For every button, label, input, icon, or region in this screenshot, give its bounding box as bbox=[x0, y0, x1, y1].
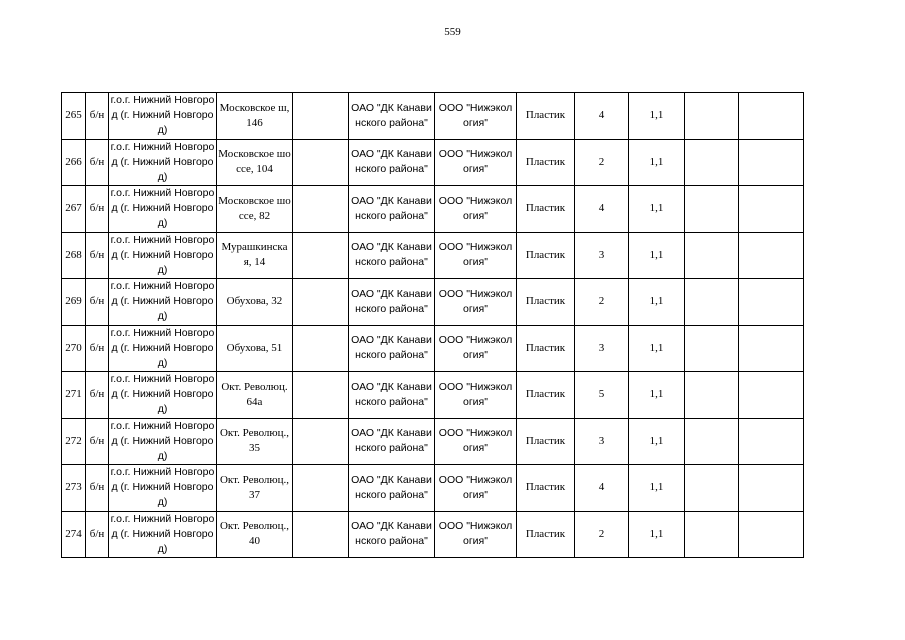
registry-body bbox=[62, 93, 804, 558]
material-cell: Пластик bbox=[517, 139, 575, 186]
address-cell: Окт. Революц. 64а bbox=[217, 372, 293, 419]
container-count-cell: 3 bbox=[575, 325, 629, 372]
container-volume-cell: 1,1 bbox=[629, 279, 685, 326]
row-number: 268 bbox=[62, 232, 86, 279]
empty-cell bbox=[739, 465, 804, 512]
table-row bbox=[62, 511, 804, 558]
page-number: 559 bbox=[444, 26, 461, 38]
container-count-cell: 2 bbox=[575, 139, 629, 186]
empty-cell bbox=[739, 93, 804, 140]
address-cell: Окт. Революц., 35 bbox=[217, 418, 293, 465]
cadastral-number: б/н bbox=[86, 279, 109, 326]
address-cell: Московское шоссе, 82 bbox=[217, 186, 293, 233]
empty-cell bbox=[685, 93, 739, 140]
container-volume-cell: 1,1 bbox=[629, 232, 685, 279]
cadastral-number: б/н bbox=[86, 139, 109, 186]
material-cell: Пластик bbox=[517, 511, 575, 558]
container-count-cell: 4 bbox=[575, 186, 629, 233]
row-number: 267 bbox=[62, 186, 86, 233]
address-cell: Московское шоссе, 104 bbox=[217, 139, 293, 186]
empty-cell bbox=[739, 186, 804, 233]
material-cell: Пластик bbox=[517, 418, 575, 465]
operator-cell: ООО "Нижэкология" bbox=[435, 279, 517, 326]
address-cell: Обухова, 51 bbox=[217, 325, 293, 372]
registry-table bbox=[61, 92, 804, 558]
empty-cell bbox=[685, 232, 739, 279]
container-volume-cell: 1,1 bbox=[629, 139, 685, 186]
container-count-cell: 2 bbox=[575, 511, 629, 558]
owner-cell: ОАО "ДК Канавинского района" bbox=[349, 139, 435, 186]
row-number: 272 bbox=[62, 418, 86, 465]
table-row bbox=[62, 232, 804, 279]
table-row bbox=[62, 465, 804, 512]
owner-cell: ОАО "ДК Канавинского района" bbox=[349, 418, 435, 465]
cadastral-number: б/н bbox=[86, 511, 109, 558]
operator-cell: ООО "Нижэкология" bbox=[435, 325, 517, 372]
empty-cell bbox=[739, 511, 804, 558]
row-number: 265 bbox=[62, 93, 86, 140]
operator-cell: ООО "Нижэкология" bbox=[435, 418, 517, 465]
operator-cell: ООО "Нижэкология" bbox=[435, 139, 517, 186]
container-count-cell: 4 bbox=[575, 93, 629, 140]
district-cell: г.о.г. Нижний Новгород (г. Нижний Новгород) bbox=[109, 186, 217, 233]
table-row bbox=[62, 325, 804, 372]
empty-cell bbox=[293, 139, 349, 186]
container-volume-cell: 1,1 bbox=[629, 465, 685, 512]
cadastral-number: б/н bbox=[86, 93, 109, 140]
owner-cell: ОАО "ДК Канавинского района" bbox=[349, 511, 435, 558]
cadastral-number: б/н bbox=[86, 372, 109, 419]
empty-cell bbox=[293, 465, 349, 512]
address-cell: Окт. Революц., 40 bbox=[217, 511, 293, 558]
empty-cell bbox=[739, 325, 804, 372]
cadastral-number: б/н bbox=[86, 465, 109, 512]
empty-cell bbox=[293, 372, 349, 419]
empty-cell bbox=[739, 232, 804, 279]
container-count-cell: 3 bbox=[575, 418, 629, 465]
owner-cell: ОАО "ДК Канавинского района" bbox=[349, 279, 435, 326]
empty-cell bbox=[685, 372, 739, 419]
container-volume-cell: 1,1 bbox=[629, 372, 685, 419]
operator-cell: ООО "Нижэкология" bbox=[435, 465, 517, 512]
district-cell: г.о.г. Нижний Новгород (г. Нижний Новгород) bbox=[109, 139, 217, 186]
table-row bbox=[62, 93, 804, 140]
operator-cell: ООО "Нижэкология" bbox=[435, 93, 517, 140]
table-row bbox=[62, 139, 804, 186]
district-cell: г.о.г. Нижний Новгород (г. Нижний Новгород) bbox=[109, 418, 217, 465]
row-number: 271 bbox=[62, 372, 86, 419]
row-number: 274 bbox=[62, 511, 86, 558]
address-cell: Обухова, 32 bbox=[217, 279, 293, 326]
operator-cell: ООО "Нижэкология" bbox=[435, 372, 517, 419]
container-volume-cell: 1,1 bbox=[629, 186, 685, 233]
material-cell: Пластик bbox=[517, 232, 575, 279]
empty-cell bbox=[739, 418, 804, 465]
container-volume-cell: 1,1 bbox=[629, 511, 685, 558]
container-count-cell: 4 bbox=[575, 465, 629, 512]
empty-cell bbox=[685, 186, 739, 233]
empty-cell bbox=[739, 139, 804, 186]
row-number: 273 bbox=[62, 465, 86, 512]
district-cell: г.о.г. Нижний Новгород (г. Нижний Новгород) bbox=[109, 93, 217, 140]
cadastral-number: б/н bbox=[86, 325, 109, 372]
owner-cell: ОАО "ДК Канавинского района" bbox=[349, 93, 435, 140]
table-row bbox=[62, 418, 804, 465]
table-row bbox=[62, 279, 804, 326]
empty-cell bbox=[293, 511, 349, 558]
material-cell: Пластик bbox=[517, 279, 575, 326]
row-number: 266 bbox=[62, 139, 86, 186]
empty-cell bbox=[685, 465, 739, 512]
container-volume-cell: 1,1 bbox=[629, 418, 685, 465]
empty-cell bbox=[685, 511, 739, 558]
container-volume-cell: 1,1 bbox=[629, 325, 685, 372]
empty-cell bbox=[293, 186, 349, 233]
district-cell: г.о.г. Нижний Новгород (г. Нижний Новгород) bbox=[109, 325, 217, 372]
operator-cell: ООО "Нижэкология" bbox=[435, 186, 517, 233]
container-count-cell: 3 bbox=[575, 232, 629, 279]
material-cell: Пластик bbox=[517, 93, 575, 140]
district-cell: г.о.г. Нижний Новгород (г. Нижний Новгород) bbox=[109, 465, 217, 512]
district-cell: г.о.г. Нижний Новгород (г. Нижний Новгород) bbox=[109, 511, 217, 558]
empty-cell bbox=[685, 325, 739, 372]
district-cell: г.о.г. Нижний Новгород (г. Нижний Новгород) bbox=[109, 372, 217, 419]
row-number: 270 bbox=[62, 325, 86, 372]
empty-cell bbox=[685, 418, 739, 465]
table-row bbox=[62, 186, 804, 233]
container-count-cell: 5 bbox=[575, 372, 629, 419]
empty-cell bbox=[739, 372, 804, 419]
owner-cell: ОАО "ДК Канавинского района" bbox=[349, 465, 435, 512]
empty-cell bbox=[293, 325, 349, 372]
empty-cell bbox=[739, 279, 804, 326]
table-row bbox=[62, 372, 804, 419]
cadastral-number: б/н bbox=[86, 232, 109, 279]
owner-cell: ОАО "ДК Канавинского района" bbox=[349, 186, 435, 233]
material-cell: Пластик bbox=[517, 186, 575, 233]
district-cell: г.о.г. Нижний Новгород (г. Нижний Новгород) bbox=[109, 279, 217, 326]
owner-cell: ОАО "ДК Канавинского района" bbox=[349, 325, 435, 372]
empty-cell bbox=[293, 232, 349, 279]
operator-cell: ООО "Нижэкология" bbox=[435, 232, 517, 279]
address-cell: Мурашкинская, 14 bbox=[217, 232, 293, 279]
container-count-cell: 2 bbox=[575, 279, 629, 326]
district-cell: г.о.г. Нижний Новгород (г. Нижний Новгород) bbox=[109, 232, 217, 279]
empty-cell bbox=[685, 139, 739, 186]
address-cell: Московское ш, 146 bbox=[217, 93, 293, 140]
address-cell: Окт. Революц., 37 bbox=[217, 465, 293, 512]
operator-cell: ООО "Нижэкология" bbox=[435, 511, 517, 558]
cadastral-number: б/н bbox=[86, 418, 109, 465]
owner-cell: ОАО "ДК Канавинского района" bbox=[349, 232, 435, 279]
material-cell: Пластик bbox=[517, 325, 575, 372]
material-cell: Пластик bbox=[517, 465, 575, 512]
material-cell: Пластик bbox=[517, 372, 575, 419]
row-number: 269 bbox=[62, 279, 86, 326]
container-volume-cell: 1,1 bbox=[629, 93, 685, 140]
empty-cell bbox=[293, 93, 349, 140]
cadastral-number: б/н bbox=[86, 186, 109, 233]
empty-cell bbox=[685, 279, 739, 326]
empty-cell bbox=[293, 418, 349, 465]
owner-cell: ОАО "ДК Канавинского района" bbox=[349, 372, 435, 419]
empty-cell bbox=[293, 279, 349, 326]
